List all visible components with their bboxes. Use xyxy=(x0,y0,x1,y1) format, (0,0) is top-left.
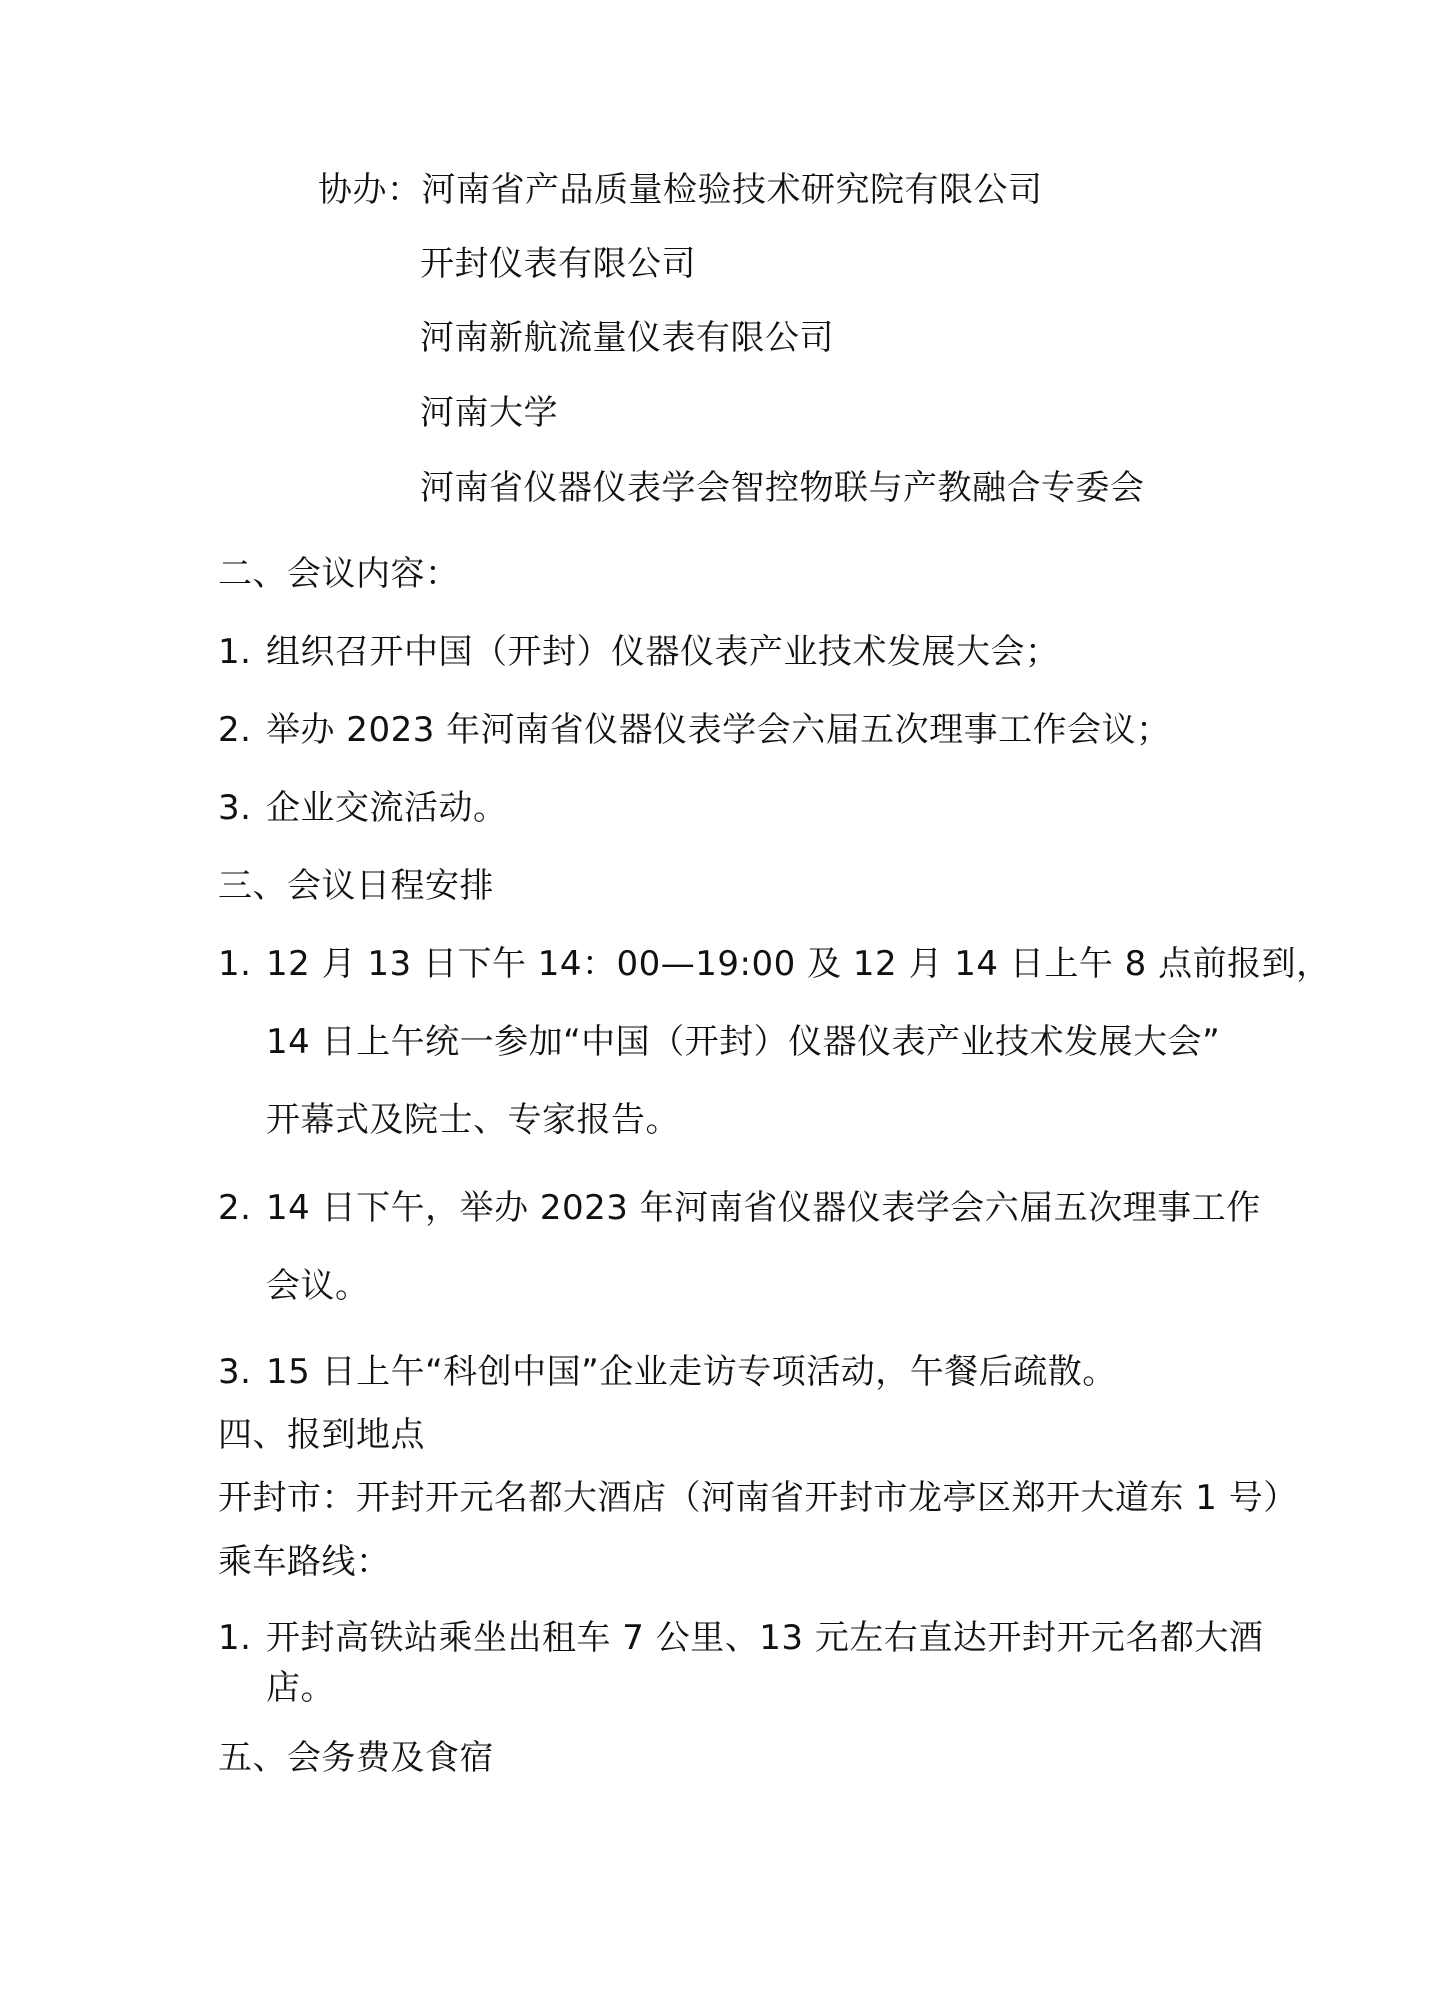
list-item-text: 15 日上午“科创中国”企业走访专项活动，午餐后疏散。 xyxy=(266,1352,1117,1392)
section3-item-1-line-3: 开幕式及院士、专家报告。 xyxy=(266,1100,680,1140)
section2-item-2 xyxy=(218,708,1171,752)
list-number: 1. xyxy=(218,944,252,984)
list-item-text: 组织召开中国（开封）仪器仪表产业技术发展大会； xyxy=(266,632,1060,672)
section3-item-1-line-1 xyxy=(218,942,1331,986)
list-item-text: 12 月 13 日下午 14：00—19:00 及 12 月 14 日上午 8 点前报到， xyxy=(266,944,1331,984)
list-item-text: 举办 2023 年河南省仪器仪表学会六届五次理事工作会议； xyxy=(266,710,1171,750)
section3-item-1-line-2: 14 日上午统一参加“中国（开封）仪器仪表产业技术发展大会” xyxy=(266,1022,1221,1062)
list-number: 1. xyxy=(218,1618,252,1658)
cohost-org-1: 河南省产品质量检验技术研究院有限公司 xyxy=(421,170,1043,210)
section2-item-3 xyxy=(218,786,508,830)
cohost-org-2: 开封仪表有限公司 xyxy=(420,244,696,284)
section3-heading: 三、会议日程安排 xyxy=(218,866,494,906)
list-item-text: 企业交流活动。 xyxy=(266,788,508,828)
list-item-text: 14 日下午，举办 2023 年河南省仪器仪表学会六届五次理事工作 xyxy=(266,1188,1261,1228)
route-item-1-line-2: 店。 xyxy=(266,1668,335,1708)
cohost-org-5: 河南省仪器仪表学会智控物联与产教融合专委会 xyxy=(420,468,1145,508)
section3-item-2-line-1 xyxy=(218,1186,1261,1230)
list-number: 3. xyxy=(218,788,252,828)
list-number: 2. xyxy=(218,1188,252,1228)
section4-address: 开封市：开封开元名都大酒店（河南省开封市龙亭区郑开大道东 1 号） xyxy=(218,1478,1298,1518)
list-number: 2. xyxy=(218,710,252,750)
cohost-line-1 xyxy=(318,168,1043,212)
section4-heading: 四、报到地点 xyxy=(218,1415,425,1455)
section5-heading: 五、会务费及食宿 xyxy=(218,1738,494,1778)
section2-item-1 xyxy=(218,630,1060,674)
cohost-org-4: 河南大学 xyxy=(420,393,558,433)
list-number: 1. xyxy=(218,632,252,672)
cohost-label: 协办： xyxy=(318,170,422,210)
route-label: 乘车路线： xyxy=(218,1542,391,1582)
route-item-1-line-1 xyxy=(218,1616,1263,1660)
cohost-org-3: 河南新航流量仪表有限公司 xyxy=(420,318,834,358)
list-item-text: 开封高铁站乘坐出租车 7 公里、13 元左右直达开封开元名都大酒 xyxy=(266,1618,1264,1658)
section2-heading: 二、会议内容： xyxy=(218,554,460,594)
section3-item-2-line-2: 会议。 xyxy=(266,1266,370,1306)
list-number: 3. xyxy=(218,1352,252,1392)
section3-item-3 xyxy=(218,1350,1117,1394)
